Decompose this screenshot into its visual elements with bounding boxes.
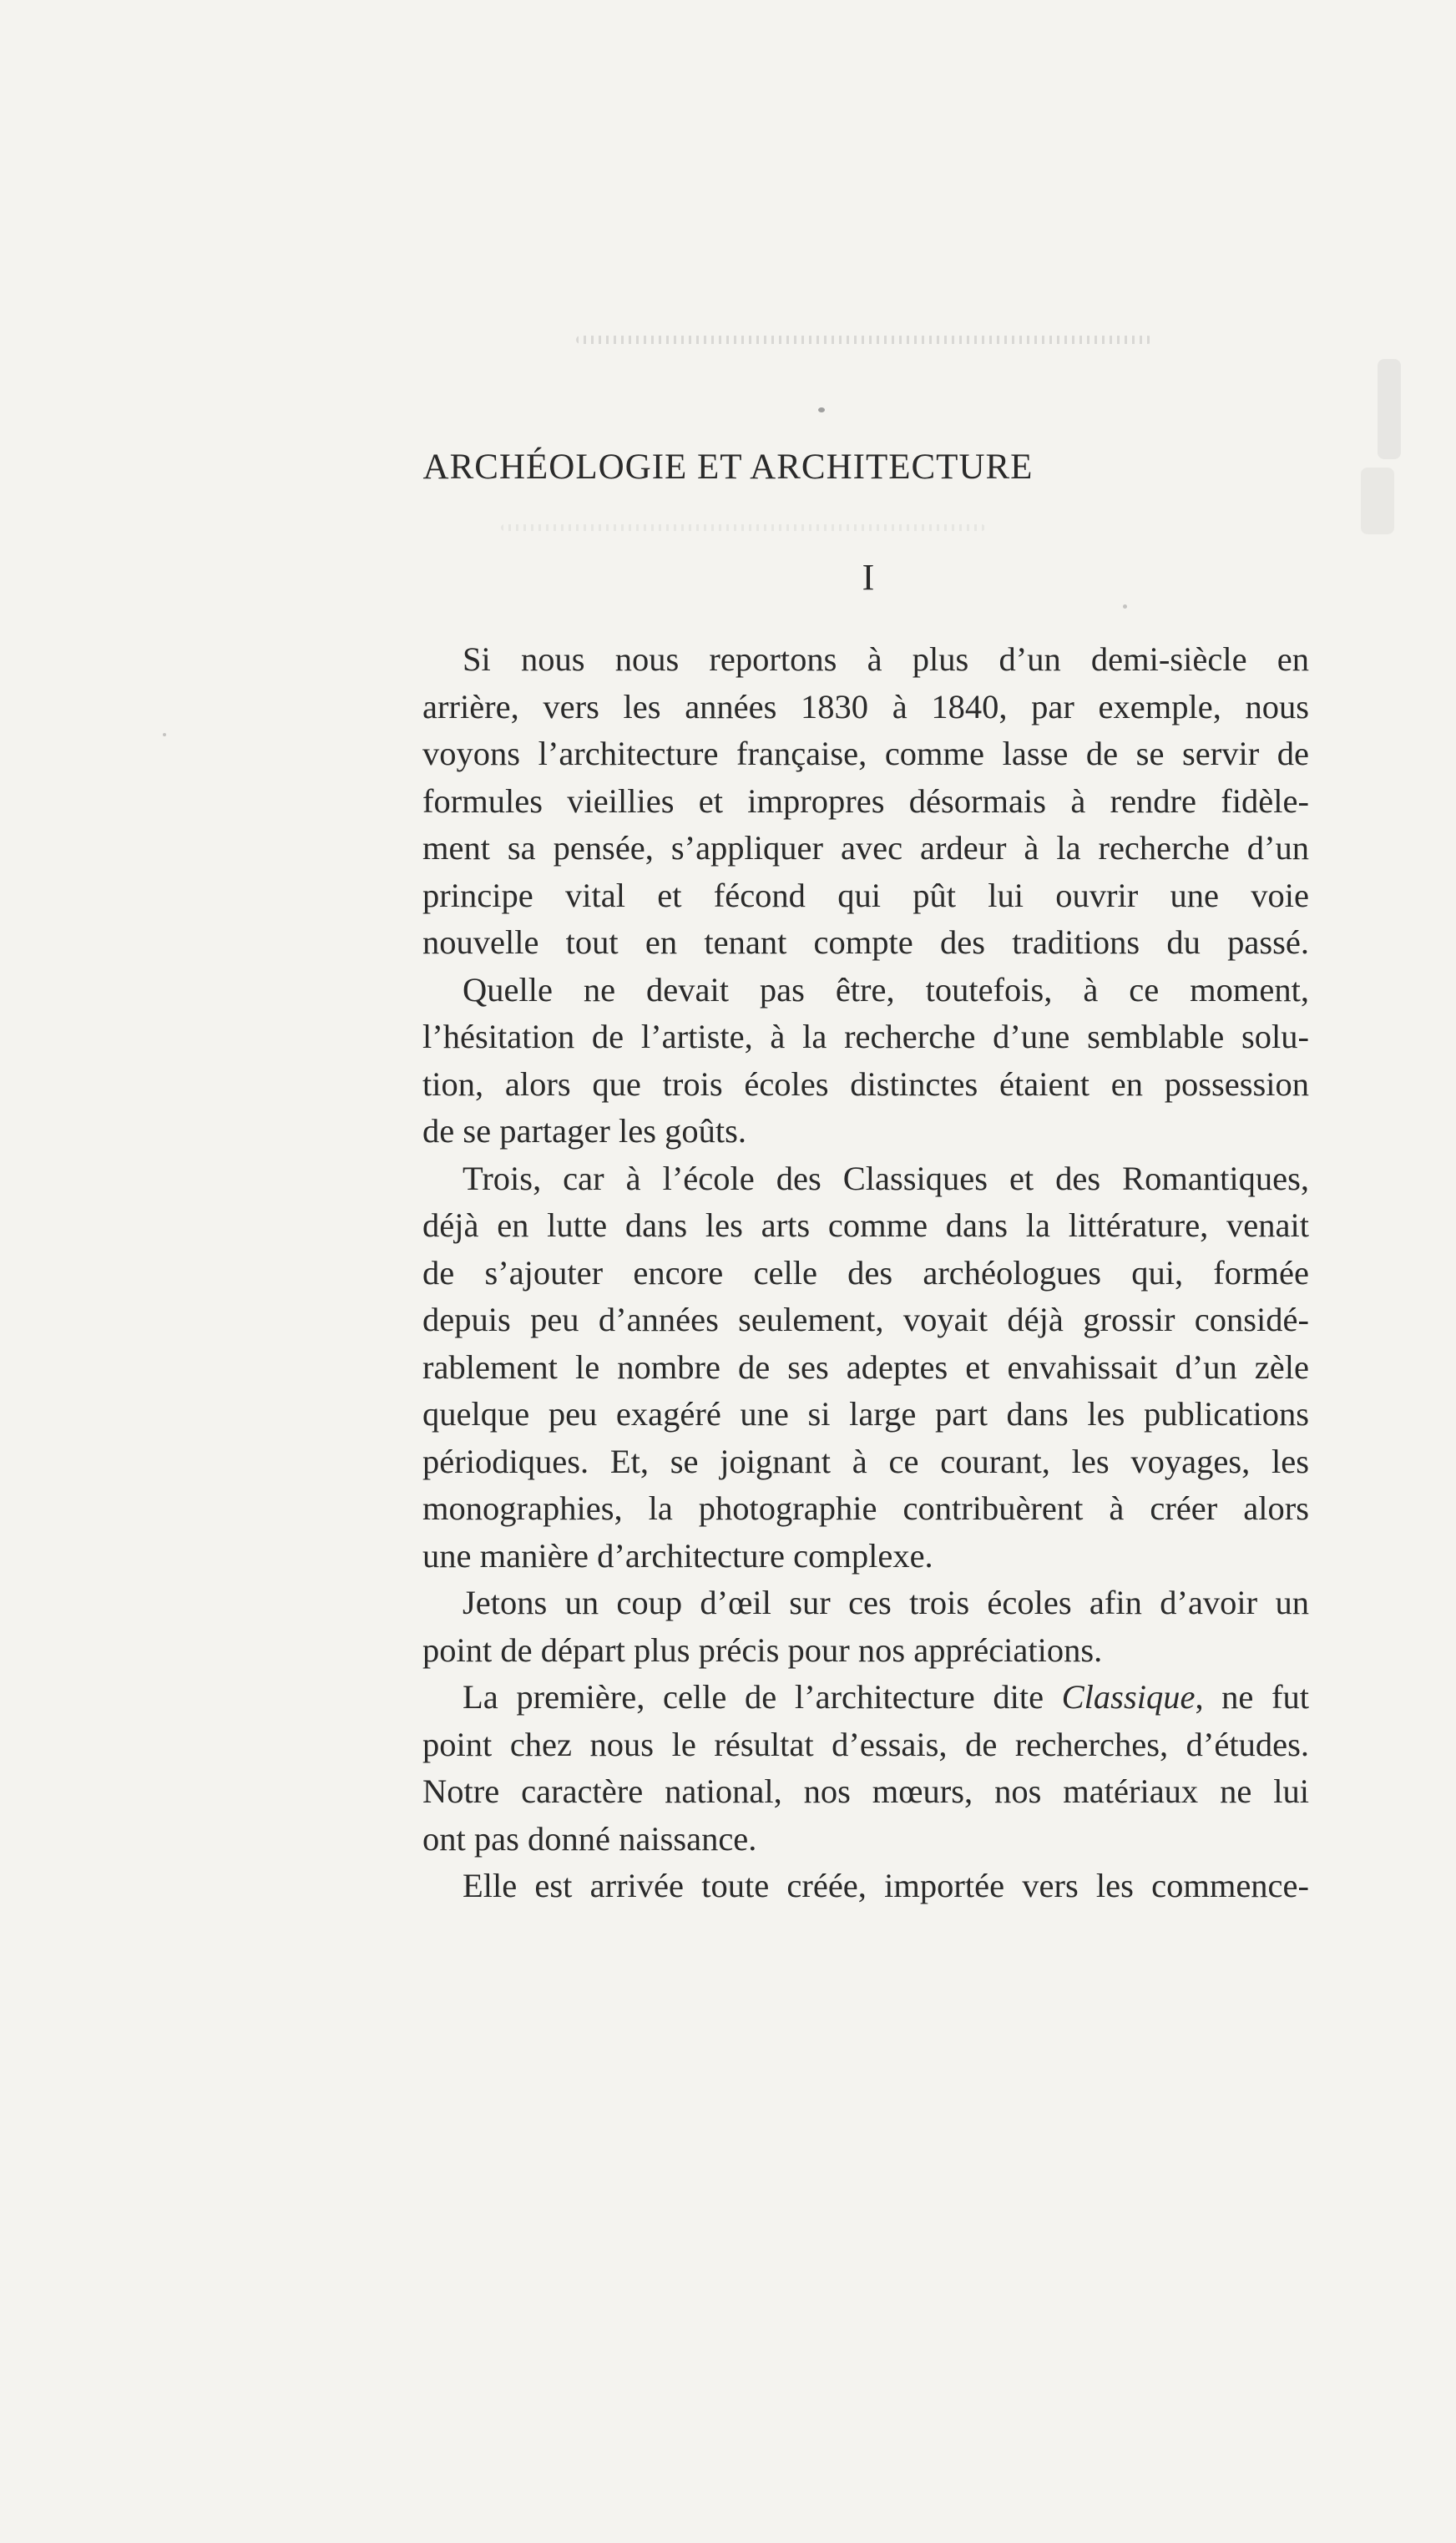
text-line: déjà en lutte dans les arts comme dans la littérature, venait: [422, 1206, 1309, 1244]
text-line: ment sa pensée, s’appliquer avec ardeur à la recherche d’un: [422, 829, 1309, 867]
text-line: arrière, vers les années 1830 à 1840, par exemple, nous: [422, 687, 1309, 725]
text-line: Elle est arrivée toute créée, importée vers les commence-: [463, 1867, 1309, 1904]
text-line: l’hésitation de l’artiste, à la recherche d’une semblable solu-: [422, 1018, 1309, 1055]
text-line: périodiques. Et, se joignant à ce courant, les voyages, les: [422, 1442, 1309, 1480]
text-line: Trois, car à l’école des Classiques et des Romantiques,: [463, 1159, 1309, 1197]
paragraph-6: [422, 1863, 1309, 1910]
scan-speck: [818, 407, 825, 412]
text-line: de se partager les goûts.: [422, 1112, 746, 1150]
text-line: tion, alors que trois écoles distinctes étaient en possession: [422, 1064, 1309, 1103]
text-line: de s’ajouter encore celle des archéologues qui, formée: [422, 1253, 1309, 1292]
text-line: point de départ plus précis pour nos appréciations.: [422, 1630, 1103, 1669]
text-line: monographies, la photographie contribuèrent à créer alors: [422, 1489, 1309, 1527]
text-line: Jetons un coup d’œil sur ces trois écoles afin d’avoir un: [463, 1584, 1309, 1621]
scan-smudge-bottom: [501, 524, 985, 531]
chapter-title: ARCHÉOLOGIE ET ARCHITECTURE: [422, 447, 1034, 487]
text-line: depuis peu d’années seulement, voyait déjà grossir considé-: [422, 1301, 1309, 1338]
text-line: ont pas donné naissance.: [422, 1819, 757, 1858]
paragraph-1: [422, 636, 1309, 967]
section-number: I: [862, 557, 875, 598]
text-line: rablement le nombre de ses adeptes et envahissait d’un zèle: [422, 1347, 1309, 1386]
text-line: une manière d’architecture complexe.: [422, 1536, 933, 1575]
body-text: [422, 636, 1309, 1910]
scan-smudge-top: [576, 336, 1152, 344]
scan-speck: [1123, 604, 1127, 609]
paragraph-4: [422, 1580, 1309, 1674]
paragraph-3: [422, 1155, 1309, 1580]
text-line: Notre caractère national, nos mœurs, nos matériaux ne lui: [422, 1772, 1309, 1810]
scan-speck: [163, 733, 166, 736]
text-line: Quelle ne devait pas être, toutefois, à ce moment,: [463, 970, 1309, 1009]
text-line: point chez nous le résultat d’essais, de recherches, d’études.: [422, 1725, 1309, 1763]
paragraph-2: [422, 967, 1309, 1155]
text-segment: La première, celle de l’architecture dite: [463, 1678, 1062, 1716]
emphasis-classique: Classique: [1061, 1678, 1196, 1716]
text-line: formules vieillies et impropres désormais à rendre fidèle-: [422, 781, 1309, 820]
text-line: Si nous nous reportons à plus d’un demi-siècle en: [463, 640, 1309, 678]
text-segment: , ne fut: [1195, 1678, 1310, 1716]
paragraph-5: [422, 1674, 1309, 1863]
text-line: quelque peu exagéré une si large part dans les publications: [422, 1395, 1309, 1433]
text-line: voyons l’architecture française, comme lasse de se servir de: [422, 735, 1309, 772]
text-line: nouvelle tout en tenant compte des traditions du passé.: [422, 923, 1309, 961]
text-line: [422, 1674, 1309, 1721]
text-line: principe vital et fécond qui pût lui ouvrir une voie: [422, 876, 1309, 914]
